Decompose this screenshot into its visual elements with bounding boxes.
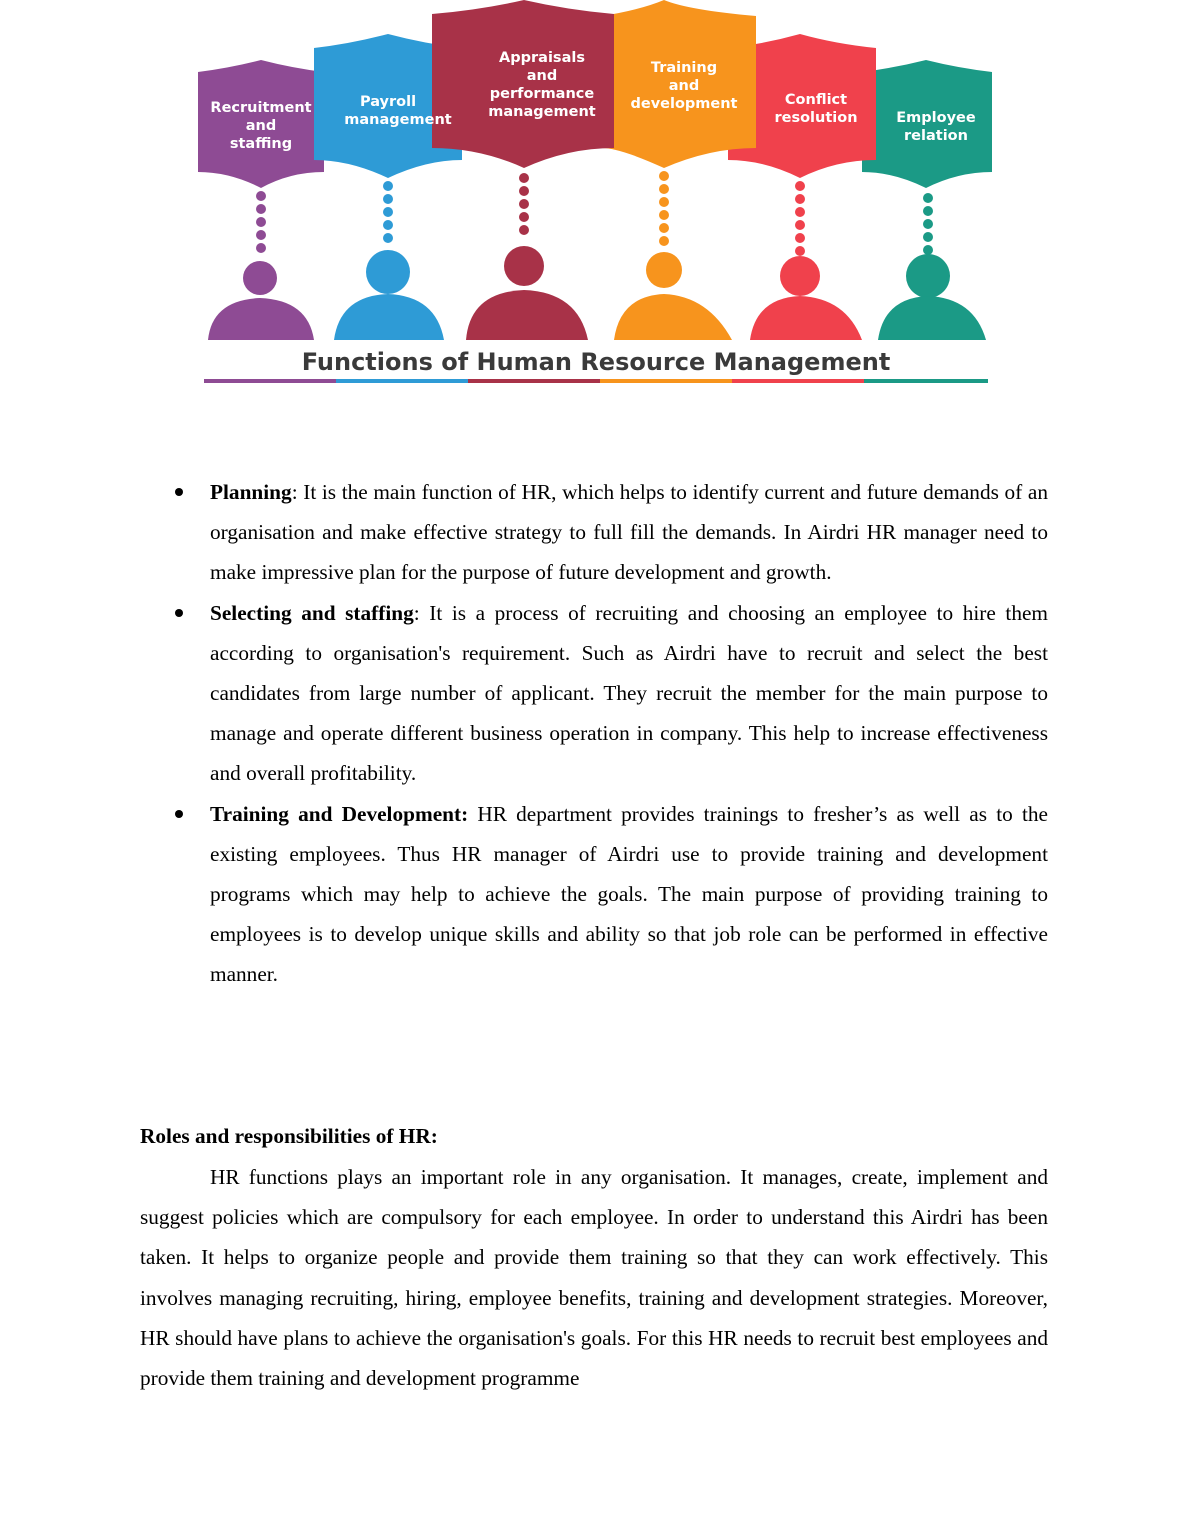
bullet-text: HR department provides trainings to fresher’s as well as to the existing employees. Thus HR manager of Airdri use to provide training and development programs which may help to achieve the goals. The main purpose of providing training to employees is to develop unique skills and ability so that job role can be performed in effective manner. xyxy=(210,801,1048,987)
bullet-sep: : xyxy=(291,480,298,504)
section-heading: Roles and responsibilities of HR: xyxy=(140,1124,438,1148)
list-item-training xyxy=(210,794,1048,995)
bullet-text: It is the main function of HR, which helps to identify current and future demands of an organisation and make effective strategy to full fill the demands. In Airdri HR manager need to make impressive plan for the purpose of future development and growth. xyxy=(210,480,1048,585)
label-appraisals: management xyxy=(488,104,596,120)
section-paragraph: HR functions plays an important role in any organisation. It manages, create, implement and suggest policies which are compulsory for each employee. In order to understand this Airdri has been taken. It helps to organize people and provide them training so that they can work effectively. This involves managing recruiting, hiring, employee benefits, training and development strategies. Moreover, HR should have plans to achieve the organisation's goals. For this HR needs to recruit best employees and provide them training and development programme xyxy=(140,1165,1048,1391)
connector-dots xyxy=(256,171,933,256)
banner-appraisals xyxy=(432,0,614,168)
bullet-sep: : xyxy=(413,600,420,625)
label-appraisals: performance xyxy=(489,86,595,102)
bullet-term: Training and Development: xyxy=(210,801,469,826)
person-conflict xyxy=(750,256,862,340)
person-appraisals xyxy=(466,246,588,340)
label-recruitment: and xyxy=(245,118,277,134)
person-employee xyxy=(878,254,986,340)
label-conflict: resolution xyxy=(774,110,858,126)
label-appraisals: Appraisals xyxy=(499,50,585,66)
list-item-planning xyxy=(210,472,1048,593)
label-recruitment: Recruitment xyxy=(210,100,312,116)
label-training: and xyxy=(668,78,700,94)
bullet-icon xyxy=(175,810,183,818)
person-payroll xyxy=(334,250,444,340)
label-training: development xyxy=(630,96,738,112)
bullet-icon xyxy=(175,488,183,496)
person-recruitment xyxy=(208,261,314,340)
label-employee: Employee xyxy=(896,110,976,126)
label-appraisals: and xyxy=(526,68,558,84)
bullet-icon xyxy=(175,609,183,617)
person-training xyxy=(614,252,732,340)
label-training: Training xyxy=(650,60,718,76)
figure-title: Functions of Human Resource Management xyxy=(301,348,891,376)
bullet-text: It is a process of recruiting and choosing an employee to hire them according to organisation's requirement. Such as Airdri have to recruit and select the best candidates from large number of applicant. They recruit the member for the main purpose to manage and operate different business operation in company. This help to increase effectiveness and overall profitability. xyxy=(210,600,1048,786)
hr-functions-list xyxy=(210,472,1048,995)
figure-underline xyxy=(204,379,988,383)
label-conflict: Conflict xyxy=(784,92,848,108)
list-item-selecting xyxy=(210,593,1048,794)
label-payroll: management xyxy=(344,112,452,128)
bullet-term: Planning xyxy=(210,480,292,504)
label-payroll: Payroll xyxy=(359,94,417,110)
bullet-term: Selecting and staffing xyxy=(210,600,414,625)
label-employee: relation xyxy=(904,128,968,144)
label-recruitment: staffing xyxy=(229,136,293,152)
hrm-functions-figure xyxy=(190,0,1000,390)
